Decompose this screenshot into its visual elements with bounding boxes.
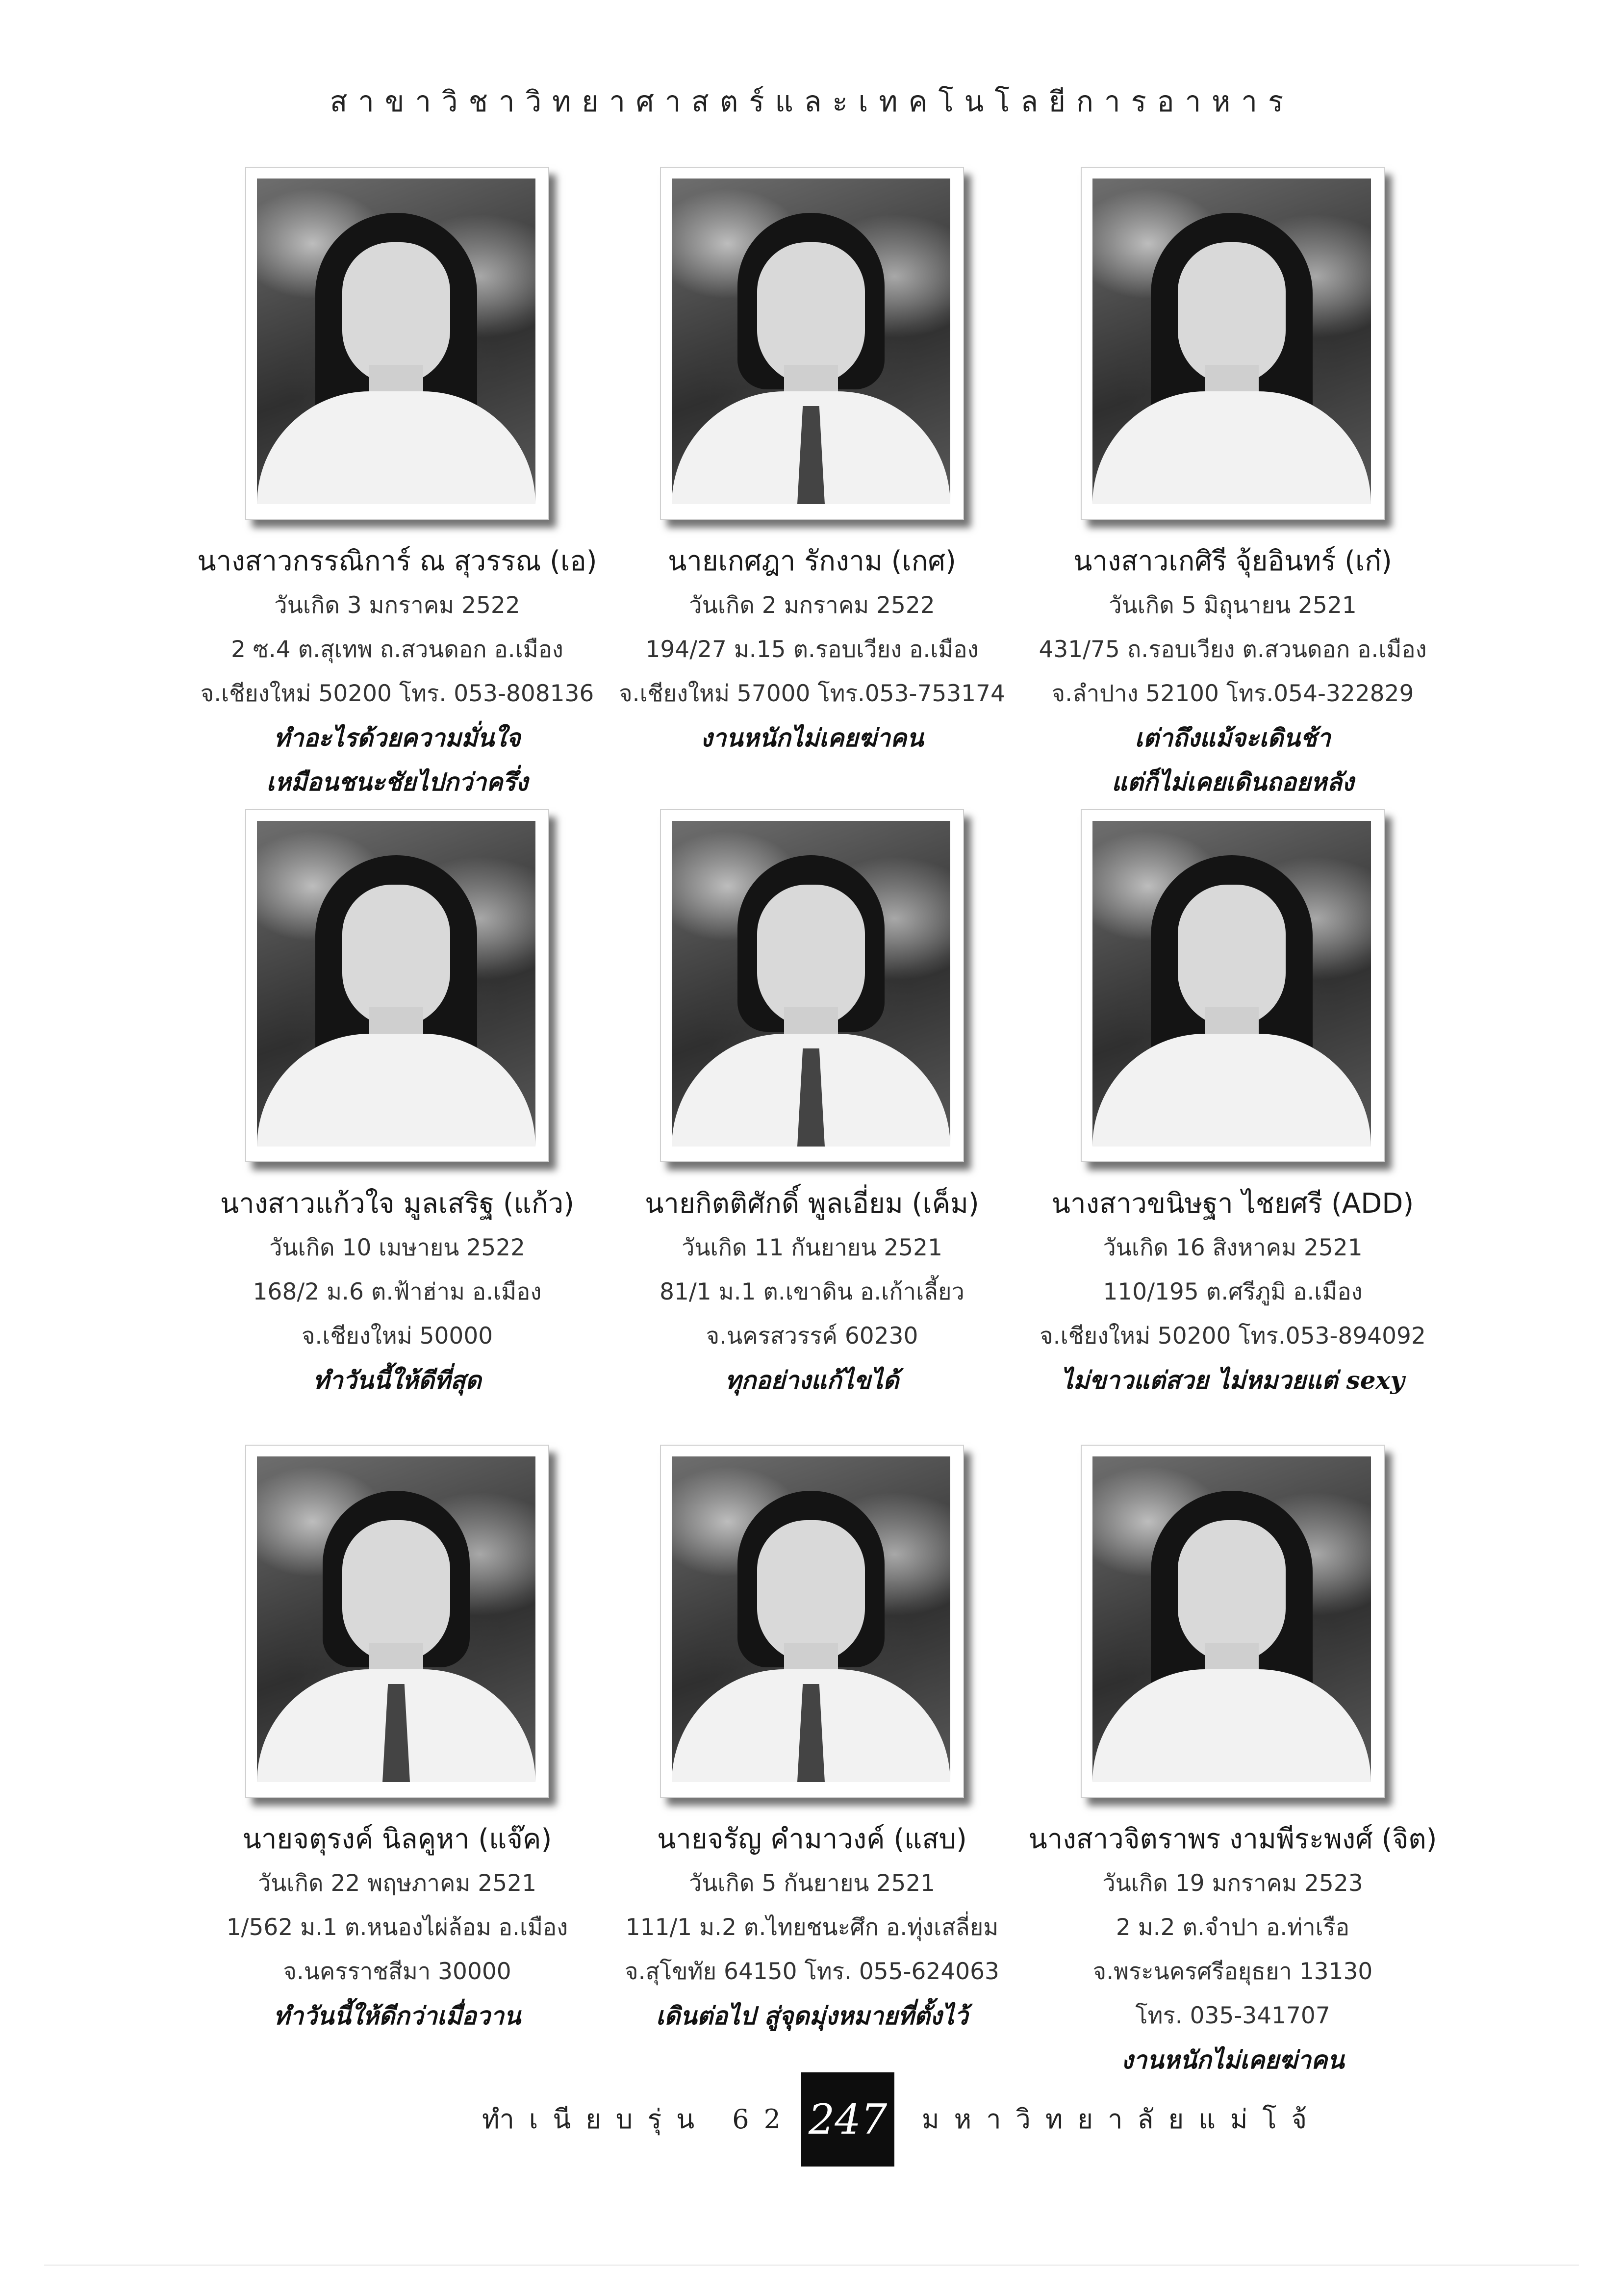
motto: ทำอะไรด้วยความมั่นใจ <box>274 723 521 752</box>
address-line: 2 ม.2 ต.จำปา อ.ท่าเรือ <box>1116 1914 1350 1941</box>
address-line: จ.เชียงใหม่ 50000 <box>301 1323 493 1350</box>
address-line: จ.ลำปาง 52100 โทร.054-322829 <box>1051 680 1414 707</box>
address-line: จ.เชียงใหม่ 50200 โทร. 053-808136 <box>200 680 594 707</box>
birth-date: วันเกิด 16 สิงหาคม 2521 <box>1103 1234 1363 1261</box>
address-line: จ.นครราชสีมา 30000 <box>283 1958 511 1985</box>
address-line: จ.สุโขทัย 64150 โทร. 055-624063 <box>625 1958 999 1985</box>
address-line: 81/1 ม.1 ต.เขาดิน อ.เก้าเลี้ยว <box>660 1278 964 1305</box>
birth-date: วันเกิด 10 เมษายน 2522 <box>269 1234 525 1261</box>
motto: เดินต่อไป สู่จุดมุ่งหมายที่ตั้งไว้ <box>656 2001 968 2030</box>
birth-date: วันเกิด 2 มกราคม 2522 <box>689 592 935 619</box>
motto: เต่าถึงแม้จะเดินช้า <box>1135 723 1331 752</box>
motto: เหมือนชนะชัยไปกว่าครึ่ง <box>266 767 528 796</box>
motto: ไม่ขาวแต่สวย ไม่หมวยแต่ sexy <box>1061 1366 1405 1395</box>
motto: ทำวันนี้ให้ดีกว่าเมื่อวาน <box>273 2001 521 2030</box>
person-card <box>963 809 1502 1427</box>
motto: งานหนักไม่เคยฆ่าคน <box>700 723 924 752</box>
address-line: 1/562 ม.1 ต.หนองไผ่ล้อม อ.เมือง <box>226 1914 568 1941</box>
address-line: จ.พระนครศรีอยุธยา 13130 <box>1092 1958 1373 1985</box>
address-line: 168/2 ม.6 ต.ฟ้าฮ่าม อ.เมือง <box>253 1278 542 1305</box>
person-name: นางสาวเกศิรี จุ้ยอินทร์ (เก๋) <box>1073 545 1392 577</box>
person-name: นางสาวกรรณิการ์ ณ สุวรรณ (เอ) <box>197 545 597 577</box>
person-name: นายกิตติศักดิ์ พูลเอี่ยม (เค็ม) <box>645 1188 979 1220</box>
person-name: นางสาวขนิษฐา ไชยศรี (ADD) <box>1051 1188 1414 1220</box>
portrait-photo <box>660 809 964 1162</box>
person-name: นายจตุรงค์ นิลคูหา (แจ๊ค) <box>242 1823 552 1855</box>
address-line: จ.เชียงใหม่ 50200 โทร.053-894092 <box>1040 1323 1426 1350</box>
footer-university: มหาวิทยาลัยแม่โจ้ <box>922 2104 1322 2135</box>
page-number: 247 <box>801 2072 894 2167</box>
portrait-photo <box>245 1445 549 1798</box>
address-line: 431/75 ถ.รอบเวียง ต.สวนดอก อ.เมือง <box>1039 636 1427 663</box>
birth-date: วันเกิด 5 กันยายน 2521 <box>688 1870 936 1897</box>
address-line: 2 ซ.4 ต.สุเทพ ถ.สวนดอก อ.เมือง <box>231 636 563 663</box>
birth-date: วันเกิด 3 มกราคม 2522 <box>274 592 520 619</box>
portrait-photo <box>660 1445 964 1798</box>
person-name: นายเกศฎา รักงาม (เกศ) <box>668 545 956 577</box>
address-line: จ.นครสวรรค์ 60230 <box>706 1323 918 1350</box>
birth-date: วันเกิด 5 มิถุนายน 2521 <box>1109 592 1357 619</box>
motto: ทุกอย่างแก้ไขได้ <box>725 1366 899 1395</box>
person-name: นายจรัญ คำมาวงค์ (แสบ) <box>657 1823 967 1855</box>
section-header: สาขาวิชาวิทยาศาสตร์และเทคโนโลยีการอาหาร <box>330 85 1294 118</box>
motto: ทำวันนี้ให้ดีที่สุด <box>313 1366 482 1395</box>
motto: งานหนักไม่เคยฆ่าคน <box>1121 2045 1345 2074</box>
address-line: 111/1 ม.2 ต.ไทยชนะศึก อ.ทุ่งเสลี่ยม <box>625 1914 999 1941</box>
address-line: 194/27 ม.15 ต.รอบเวียง อ.เมือง <box>645 636 979 663</box>
birth-date: วันเกิด 11 กันยายน 2521 <box>682 1234 942 1261</box>
footer-yearbook-title: ทำเนียบรุ่น 62 <box>482 2104 795 2135</box>
portrait-photo <box>245 167 549 520</box>
person-card <box>963 1445 1502 2074</box>
address-line: จ.เชียงใหม่ 57000 โทร.053-753174 <box>619 680 1005 707</box>
person-name: นางสาวแก้วใจ มูลเสริฐ (แก้ว) <box>220 1188 574 1220</box>
portrait-photo <box>660 167 964 520</box>
portrait-photo <box>1081 167 1385 520</box>
portrait-photo <box>245 809 549 1162</box>
address-line: 110/195 ต.ศรีภูมิ อ.เมือง <box>1103 1278 1363 1305</box>
page-footer <box>0 2072 1624 2170</box>
bottom-divider <box>44 2265 1579 2266</box>
person-card <box>963 167 1502 796</box>
portrait-photo <box>1081 809 1385 1162</box>
portrait-photo <box>1081 1445 1385 1798</box>
phone-line: โทร. 035-341707 <box>1135 2002 1330 2029</box>
motto: แต่ก็ไม่เคยเดินถอยหลัง <box>1111 767 1354 796</box>
birth-date: วันเกิด 19 มกราคม 2523 <box>1102 1870 1363 1897</box>
birth-date: วันเกิด 22 พฤษภาคม 2521 <box>257 1870 537 1897</box>
person-name: นางสาวจิตราพร งามพีระพงศ์ (จิต) <box>1028 1823 1437 1855</box>
